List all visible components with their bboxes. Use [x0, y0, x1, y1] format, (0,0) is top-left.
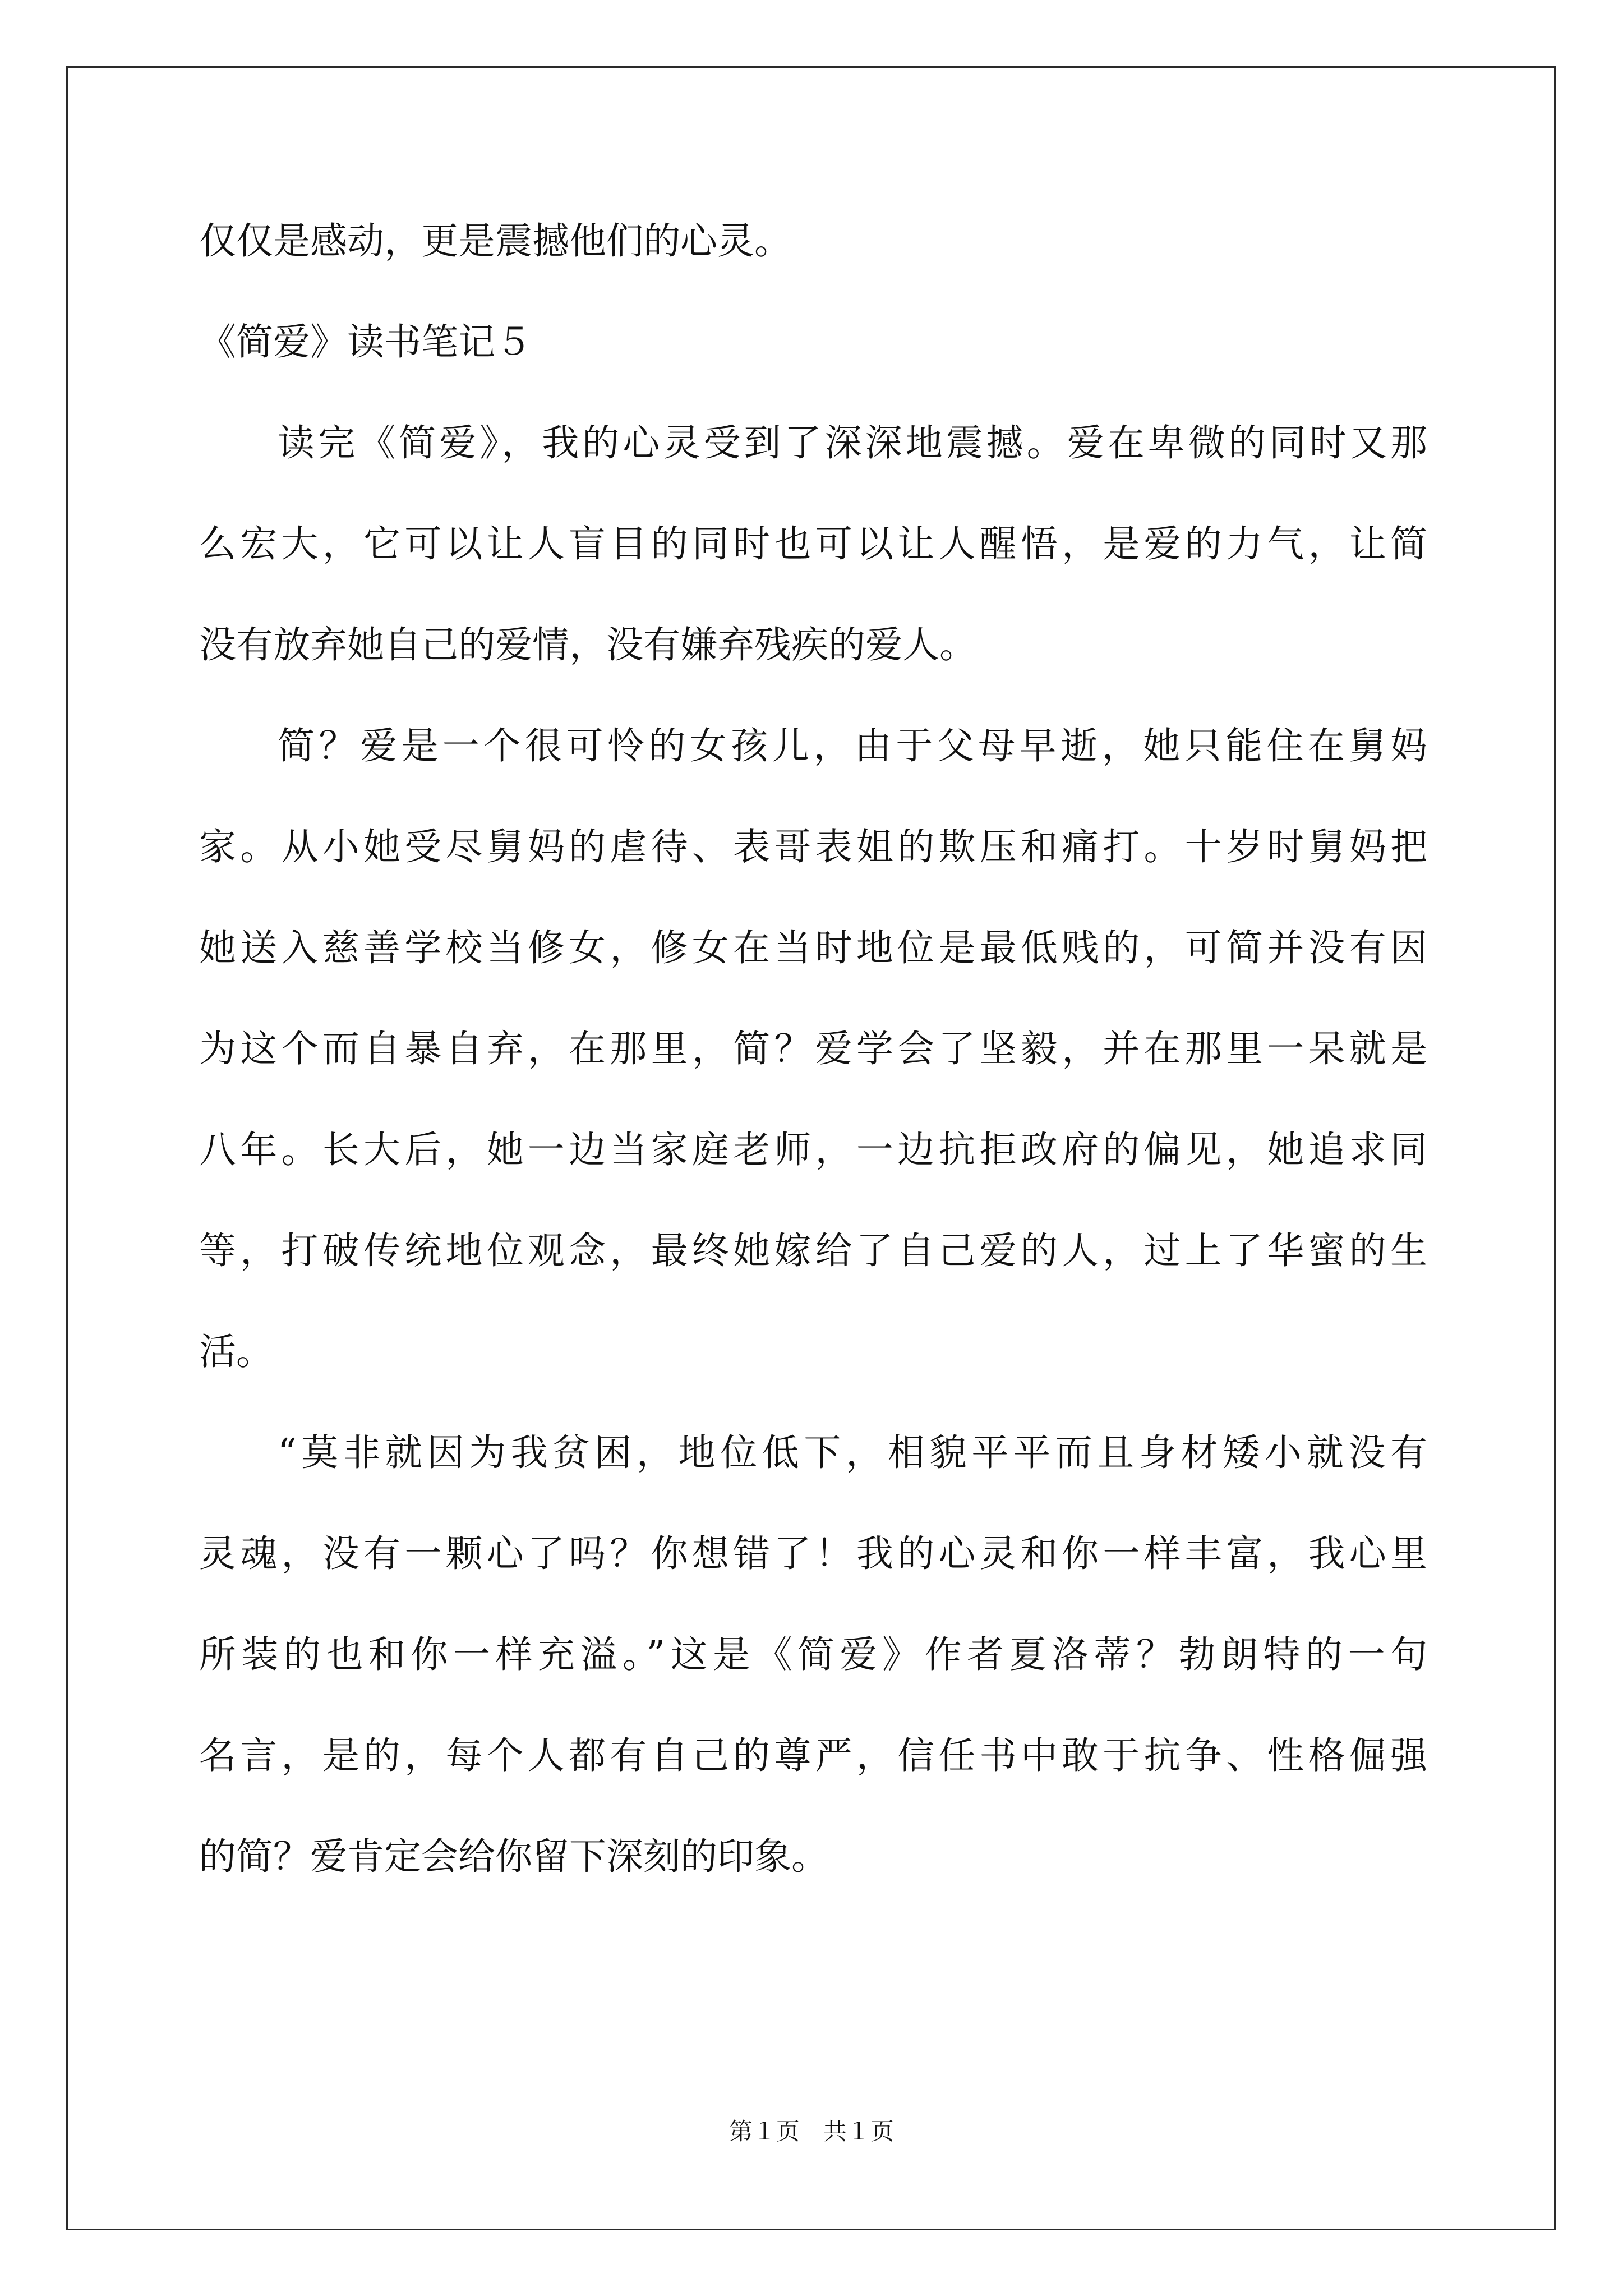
paragraph-2-line-6: 等，打破传统地位观念，最终她嫁给了自己爱的人，过上了华蜜的生 [199, 1229, 1427, 1272]
paragraph-3-line-3: 所装的也和你一样充溢。”这是《简爱》作者夏洛蒂？勃朗特的一句 [199, 1633, 1427, 1676]
paragraph-2-line-5: 八年。长大后，她一边当家庭老师，一边抗拒政府的偏见，她追求同 [199, 1128, 1427, 1171]
paragraph-2-line-1: 简？爱是一个很可怜的女孩儿，由于父母早逝，她只能住在舅妈 [278, 724, 1427, 767]
section-heading: 《简爱》读书笔记５ [199, 320, 532, 364]
paragraph-2-line-2: 家。从小她受尽舅妈的虐待、表哥表姐的欺压和痛打。十岁时舅妈把 [199, 825, 1427, 868]
text-line-1: 仅仅是感动，更是震撼他们的心灵。 [199, 219, 791, 263]
paragraph-1-line-3: 没有放弃她自己的爱情，没有嫌弃残疾的爱人。 [199, 623, 976, 666]
paragraph-3-line-2: 灵魂，没有一颗心了吗？你想错了！我的心灵和你一样丰富，我心里 [199, 1532, 1427, 1575]
paragraph-2-line-3: 她送入慈善学校当修女，修女在当时地位是最低贱的，可简并没有因 [199, 926, 1427, 969]
paragraph-2-line-4: 为这个而自暴自弃，在那里，简？爱学会了坚毅，并在那里一呆就是 [199, 1027, 1427, 1070]
paragraph-3-line-5: 的简？爱肯定会给你留下深刻的印象。 [199, 1835, 828, 1878]
paragraph-1-line-1: 读完《简爱》，我的心灵受到了深深地震撼。爱在卑微的同时又那 [278, 421, 1427, 464]
paragraph-3-line-1: “莫非就因为我贫困，地位低下，相貌平平而且身材矮小就没有 [278, 1431, 1427, 1474]
page-number-footer: 第１页 共１页 [728, 2118, 894, 2145]
paragraph-2-line-7: 活。 [199, 1330, 273, 1373]
paragraph-1-line-2: 么宏大，它可以让人盲目的同时也可以让人醒悟，是爱的力气，让简 [199, 522, 1427, 565]
paragraph-3-line-4: 名言，是的，每个人都有自己的尊严，信任书中敢于抗争、性格倔强 [199, 1734, 1427, 1777]
